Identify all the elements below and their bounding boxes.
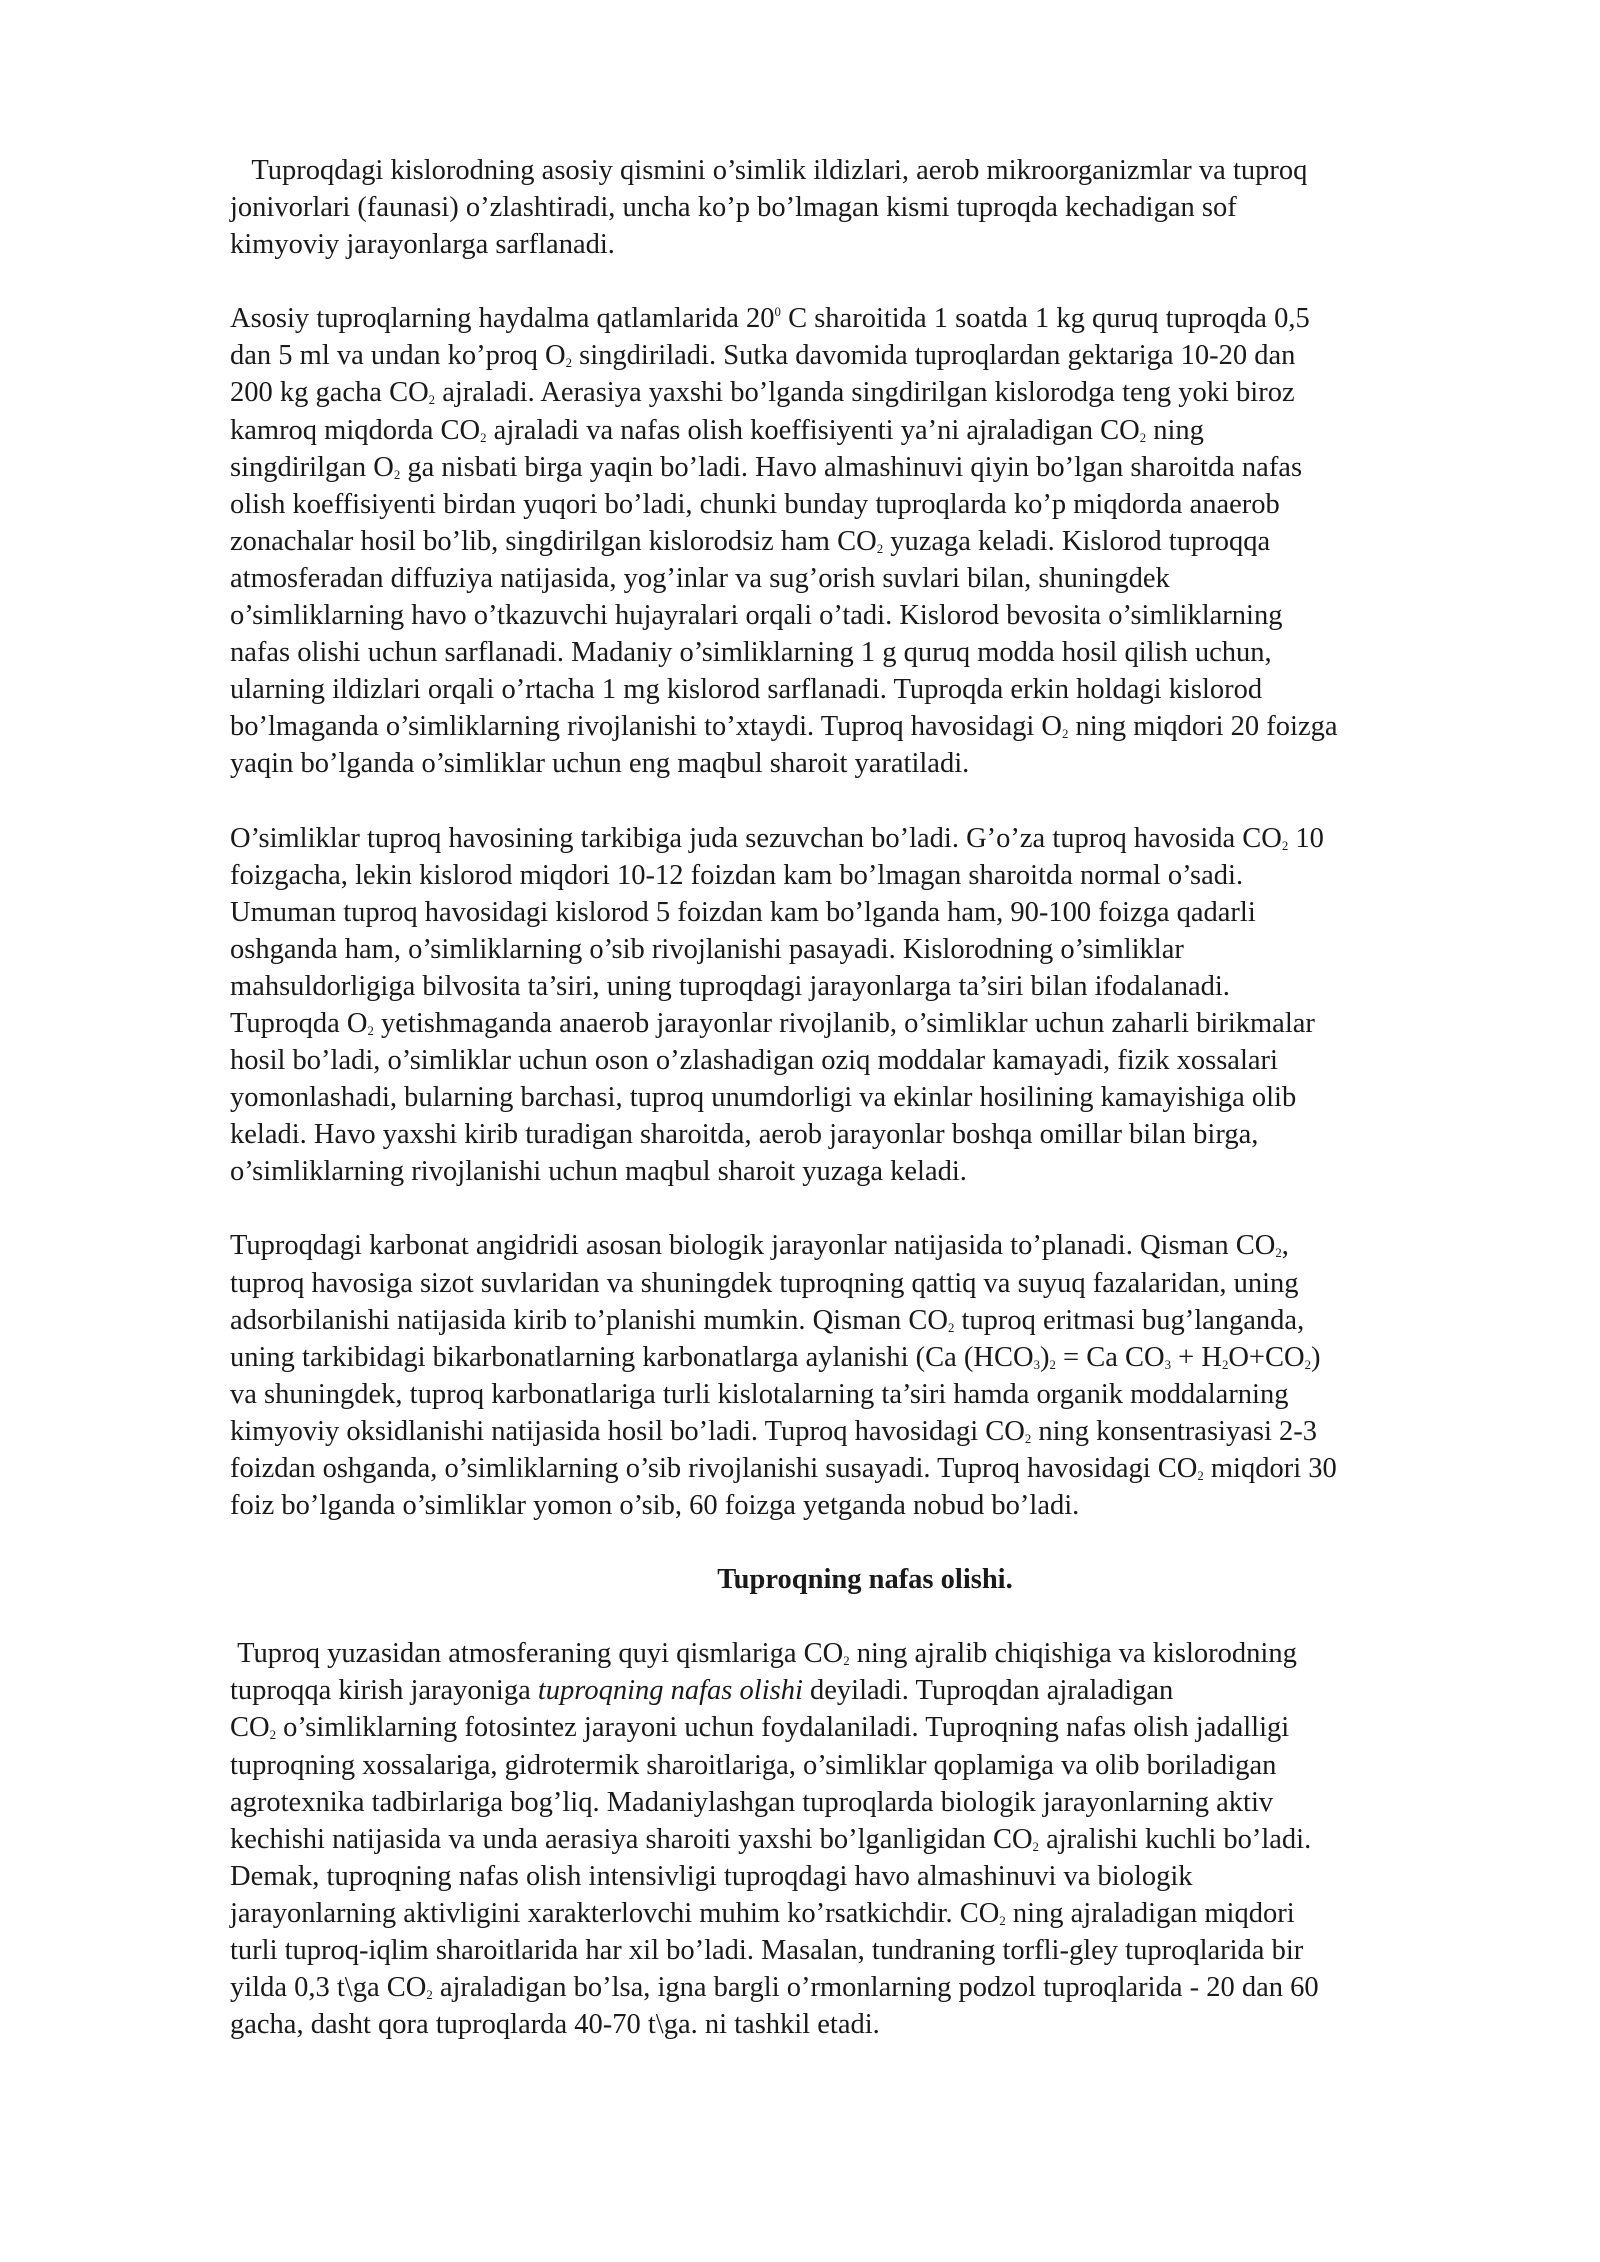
subscript: 2 — [480, 430, 487, 445]
final-paragraph-container — [230, 1635, 1500, 2043]
text-line — [230, 823, 1324, 854]
text-run: yomonlashadi, bularning barchasi, tuproq unumdorligi va ekinlar hosilining kamayishiga olib — [230, 1082, 1297, 1114]
text-run: ) — [1040, 1341, 1050, 1373]
subscript: 3 — [1164, 1357, 1172, 1372]
paragraph-gap — [230, 1190, 1500, 1227]
text-run: tuproqning xossalariga, gidrotermik sharoitlariga, o’simliklar qoplamiga va olib boriladigan — [230, 1749, 1277, 1781]
subscript: 2 — [1275, 1246, 1282, 1261]
text-run: Tuproq yuzasidan atmosferaning quyi qismlariga CO — [237, 1638, 844, 1670]
text-line — [230, 1638, 1297, 1669]
text-line — [230, 1824, 1311, 1855]
text-line — [230, 1898, 1295, 1929]
text-line — [230, 1008, 1315, 1039]
text-run: miqdori 30 — [1203, 1453, 1337, 1484]
text-line — [230, 1972, 1319, 2003]
text-line — [230, 860, 1243, 891]
text-run: turli tuproq-iqlim sharoitlarida har xil bo’ladi. Masalan, tundraning torfli-gley tuproqlarida bir — [230, 1935, 1304, 1967]
subscript: 2 — [1139, 430, 1147, 445]
body-paragraph — [230, 1227, 1500, 1524]
text-line — [230, 1416, 1317, 1447]
text-line — [230, 1935, 1303, 1966]
text-line — [230, 526, 1270, 557]
text-run: ning konsentrasiyasi 2-3 — [1031, 1415, 1317, 1447]
text-line — [230, 1119, 1258, 1150]
text-run: yaqin bo’lganda o’simliklar uchun eng maqbul sharoit yaratiladi. — [230, 748, 970, 780]
text-run: dan 5 ml va undan ko’proq O — [230, 340, 566, 372]
text-run: mahsuldorligiga bilvosita ta’siri, uning tuproqdagi jarayonlarga ta’siri bilan ifodalanadi. — [230, 970, 1230, 1002]
text-run: Asosiy tuproqlarning haydalma qatlamlarida 20 — [230, 303, 775, 335]
text-line — [230, 563, 1170, 594]
text-line — [230, 2009, 880, 2040]
text-run: kimyoviy jarayonlarga sarflanadi. — [230, 229, 615, 261]
body-paragraphs — [230, 152, 1500, 1524]
text-run: ajralishi kuchli bo’ladi. — [1038, 1823, 1312, 1855]
text-line — [230, 637, 1272, 668]
text-run: 10 — [1288, 822, 1324, 854]
text-run: nafas olishi uchun sarflanadi. Madaniy o’simliklarning 1 g quruq modda hosil qilish uchun, — [230, 637, 1272, 669]
text-run: ning — [1146, 414, 1204, 446]
subscript: 2 — [947, 1320, 955, 1335]
text-line — [230, 1045, 1278, 1076]
text-run: oshganda ham, o’simliklarning o’sib rivojlanishi pasayadi. Kislorodning o’simliklar — [230, 933, 1184, 965]
text-run: hosil bo’ladi, o’simliklar uchun oson o’zlashadigan oziq moddalar kamayadi, fizik xossalari — [230, 1045, 1278, 1077]
subscript: 2 — [269, 1728, 276, 1743]
text-run: agrotexnika tadbirlariga bog’liq. Madaniylashgan tuproqlarda biologik jarayonlarning aktiv — [230, 1786, 1274, 1818]
body-paragraph — [230, 300, 1500, 782]
text-run: ga nisbati birga yaqin bo’ladi. Havo almashinuvi qiyin bo’lgan sharoitda nafas — [400, 451, 1303, 483]
text-line — [230, 674, 1262, 705]
subscript: 2 — [367, 1024, 374, 1039]
paragraph-gap — [230, 1598, 1500, 1635]
text-run: = Ca CO — [1055, 1341, 1165, 1373]
section-heading: Tuproqning nafas olishi. — [717, 1564, 1013, 1596]
text-run: deyiladi. Tuproqdan ajraladigan — [802, 1675, 1174, 1707]
text-run: C sharoitida 1 soatda 1 kg quruq tuproqda 0,5 — [780, 303, 1310, 335]
text-run: O+CO — [1228, 1341, 1305, 1373]
text-run: ajraladigan bo’lsa, igna bargli o’rmonlarning podzol tuproqlarida - 20 dan 60 — [432, 1972, 1319, 2004]
text-run: uning tarkibidagi bikarbonatlarning karbonatlarga aylanishi (Ca (HCO — [230, 1341, 1034, 1373]
text-line — [230, 934, 1184, 965]
subscript: 2 — [1197, 1469, 1204, 1484]
subscript: 2 — [393, 467, 401, 482]
text-line — [230, 340, 1295, 371]
text-run: yuzaga keladi. Kislorod tuproqqa — [883, 525, 1271, 557]
subscript: 2 — [1221, 1357, 1229, 1372]
text-line — [230, 192, 1237, 223]
text-run: yilda 0,3 t\ga CO — [230, 1972, 427, 2004]
subscript: 3 — [1033, 1357, 1041, 1372]
text-line — [230, 303, 1310, 334]
subscript: 2 — [1281, 838, 1289, 853]
text-run: Demak, tuproqning nafas olish intensivligi tuproqdagi havo almashinuvi va biologik — [230, 1860, 1193, 1892]
superscript: 0 — [774, 305, 781, 320]
text-run: yetishmaganda anaerob jarayonlar rivojlanib, o’simliklar uchun zaharli birikmalar — [373, 1007, 1315, 1039]
text-run: zonachalar hosil bo’lib, singdirilgan kislorodsiz ham CO — [230, 525, 877, 557]
text-run: jonivorlari (faunasi) o’zlashtiradi, uncha ko’p bo’lmagan kismi tuproqda kechadigan sof — [230, 192, 1237, 224]
text-run: ning ajraladigan miqdori — [1005, 1897, 1295, 1929]
subscript: 2 — [1024, 1432, 1032, 1447]
text-run: jarayonlarning aktivligini xarakterlovchi muhim ko’rsatkichdir. CO — [230, 1897, 1000, 1929]
text-line — [230, 377, 1295, 408]
subscript: 2 — [428, 393, 436, 408]
text-line — [230, 1305, 1304, 1336]
text-run: foiz bo’lganda o’simliklar yomon o’sib, 60 foizga yetganda nobud bo’ladi. — [230, 1490, 1080, 1522]
text-run: singdiriladi. Sutka davomida tuproqlardan gektariga 10-20 dan — [572, 340, 1296, 372]
text-run: Umuman tuproq havosidagi kislorod 5 foizdan kam bo’lganda ham, 90-100 foizga qadarli — [230, 896, 1256, 928]
subscript: 2 — [876, 542, 884, 557]
body-paragraph — [230, 820, 1500, 1191]
text-run: adsorbilanishi natijasida kirib to’planishi mumkin. Qisman CO — [230, 1304, 948, 1336]
text-run: ning miqdori 20 foizga — [1068, 711, 1338, 743]
text-run: bo’lmaganda o’simliklarning rivojlanishi to’xtaydi. Tuproq havosidagi O — [230, 711, 1062, 743]
final-paragraph — [230, 1635, 1500, 2043]
subscript: 2 — [426, 1988, 433, 2003]
text-run: foizdan oshganda, o’simliklarning o’sib rivojlanishi susayadi. Tuproq havosidagi CO — [230, 1453, 1198, 1484]
text-line — [230, 1675, 1173, 1706]
emphasized-term: tuproqning nafas olishi — [537, 1675, 803, 1707]
body-paragraph — [230, 152, 1500, 263]
subscript: 2 — [1304, 1357, 1311, 1372]
text-run: ularning ildizlari orqali o’rtacha 1 mg kislorod sarflanadi. Tuproqda erkin holdagi kislorod — [230, 674, 1263, 706]
text-run: kimyoviy oksidlanishi natijasida hosil bo’ladi. Tuproq havosidagi CO — [230, 1415, 1025, 1447]
text-line — [230, 1787, 1273, 1818]
text-run: tuproqqa kirish jarayoniga — [230, 1675, 538, 1707]
text-line — [230, 155, 1307, 186]
text-run: singdirilgan O — [230, 451, 394, 483]
text-line — [230, 1453, 1337, 1484]
text-line — [230, 1490, 1079, 1521]
document-body — [230, 152, 1500, 2043]
subscript: 2 — [1032, 1839, 1039, 1854]
subscript: 2 — [843, 1654, 850, 1669]
text-line — [230, 1861, 1193, 1892]
text-run: tuproq havosiga sizot suvlaridan va shuningdek tuproqning qattiq va suyuq fazalaridan, uning — [230, 1267, 1299, 1299]
text-line — [230, 415, 1204, 446]
text-line — [230, 1379, 1288, 1410]
text-run: O’simliklar tuproq havosining tarkibiga juda sezuvchan bo’ladi. G’o’za tuproq havosida CO — [230, 822, 1282, 854]
text-run: o’simliklarning fotosintez jarayoni uchun foydalaniladi. Tuproqning nafas olish jadalligi — [276, 1712, 1290, 1744]
text-run: kechishi natijasida va unda aerasiya sharoiti yaxshi bo’lganligidan CO — [230, 1823, 1033, 1855]
text-run: tuproq eritmasi bug’langanda, — [954, 1304, 1305, 1336]
text-run: ) — [1311, 1341, 1321, 1373]
text-run: 200 kg gacha CO — [230, 377, 429, 409]
text-line — [230, 1750, 1276, 1781]
text-line — [230, 600, 1282, 631]
text-run: + H — [1171, 1341, 1222, 1373]
text-run: ning ajralib chiqishiga va kislorodning — [849, 1638, 1297, 1670]
text-line — [230, 229, 615, 260]
text-run: Tuproqdagi karbonat angidridi asosan biologik jarayonlar natijasida to’planadi. Qisman CO — [230, 1230, 1276, 1262]
subscript: 2 — [565, 356, 573, 371]
text-run: kamroq miqdorda CO — [230, 414, 481, 446]
text-run: foizgacha, lekin kislorod miqdori 10-12 foizdan kam bo’lmagan sharoitda normal o’sadi. — [230, 859, 1244, 891]
paragraph-gap — [230, 1524, 1500, 1561]
text-line — [230, 1082, 1296, 1113]
text-line — [230, 897, 1256, 928]
text-run: gacha, dasht qora tuproqlarda 40-70 t\ga. ni tashkil etadi. — [230, 2009, 880, 2041]
text-run: o’simliklarning havo o’tkazuvchi hujayralari orqali o’tadi. Kislorod bevosita o’simliklarning — [230, 600, 1283, 632]
text-line — [230, 971, 1230, 1002]
text-line — [230, 1230, 1289, 1261]
text-line — [230, 748, 969, 779]
subscript: 2 — [999, 1914, 1006, 1929]
text-line — [230, 489, 1280, 520]
text-line — [230, 1156, 967, 1187]
text-line — [230, 711, 1338, 742]
text-line — [230, 452, 1302, 483]
text-run: va shuningdek, tuproq karbonatlariga turli kislotalarning ta’siri hamda organik moddalarning — [230, 1378, 1289, 1410]
subscript: 2 — [1061, 727, 1069, 742]
text-run: olish koeffisiyenti birdan yuqori bo’ladi, chunki bunday tuproqlarda ko’p miqdorda anaerob — [230, 488, 1280, 520]
text-line — [230, 1342, 1321, 1373]
text-run: o’simliklarning rivojlanishi uchun maqbul sharoit yuzaga keladi. — [230, 1156, 967, 1188]
text-line — [230, 1712, 1289, 1743]
text-run: atmosferadan diffuziya natijasida, yog’inlar va sug’orish suvlari bilan, shuningdek — [230, 562, 1170, 594]
text-run: ajraladi va nafas olish koeffisiyenti ya’ni ajraladigan CO — [486, 414, 1140, 446]
subscript: 2 — [1049, 1357, 1056, 1372]
text-run: keladi. Havo yaxshi kirib turadigan sharoitda, aerob jarayonlar boshqa omillar bilan birga, — [230, 1119, 1259, 1151]
text-line — [230, 1268, 1299, 1299]
text-run: Tuproqdagi kislorodning asosiy qismini o’simlik ildizlari, aerob mikroorganizmlar va tuproq — [251, 155, 1308, 186]
text-run: ajraladi. Aerasiya yaxshi bo’lganda singdirilgan kislorodga teng yoki biroz — [435, 377, 1295, 409]
paragraph-gap — [230, 783, 1500, 820]
text-run: , — [1281, 1230, 1289, 1262]
text-run: Tuproqda O — [230, 1007, 368, 1039]
paragraph-gap — [230, 263, 1500, 300]
text-run: CO — [230, 1712, 270, 1744]
